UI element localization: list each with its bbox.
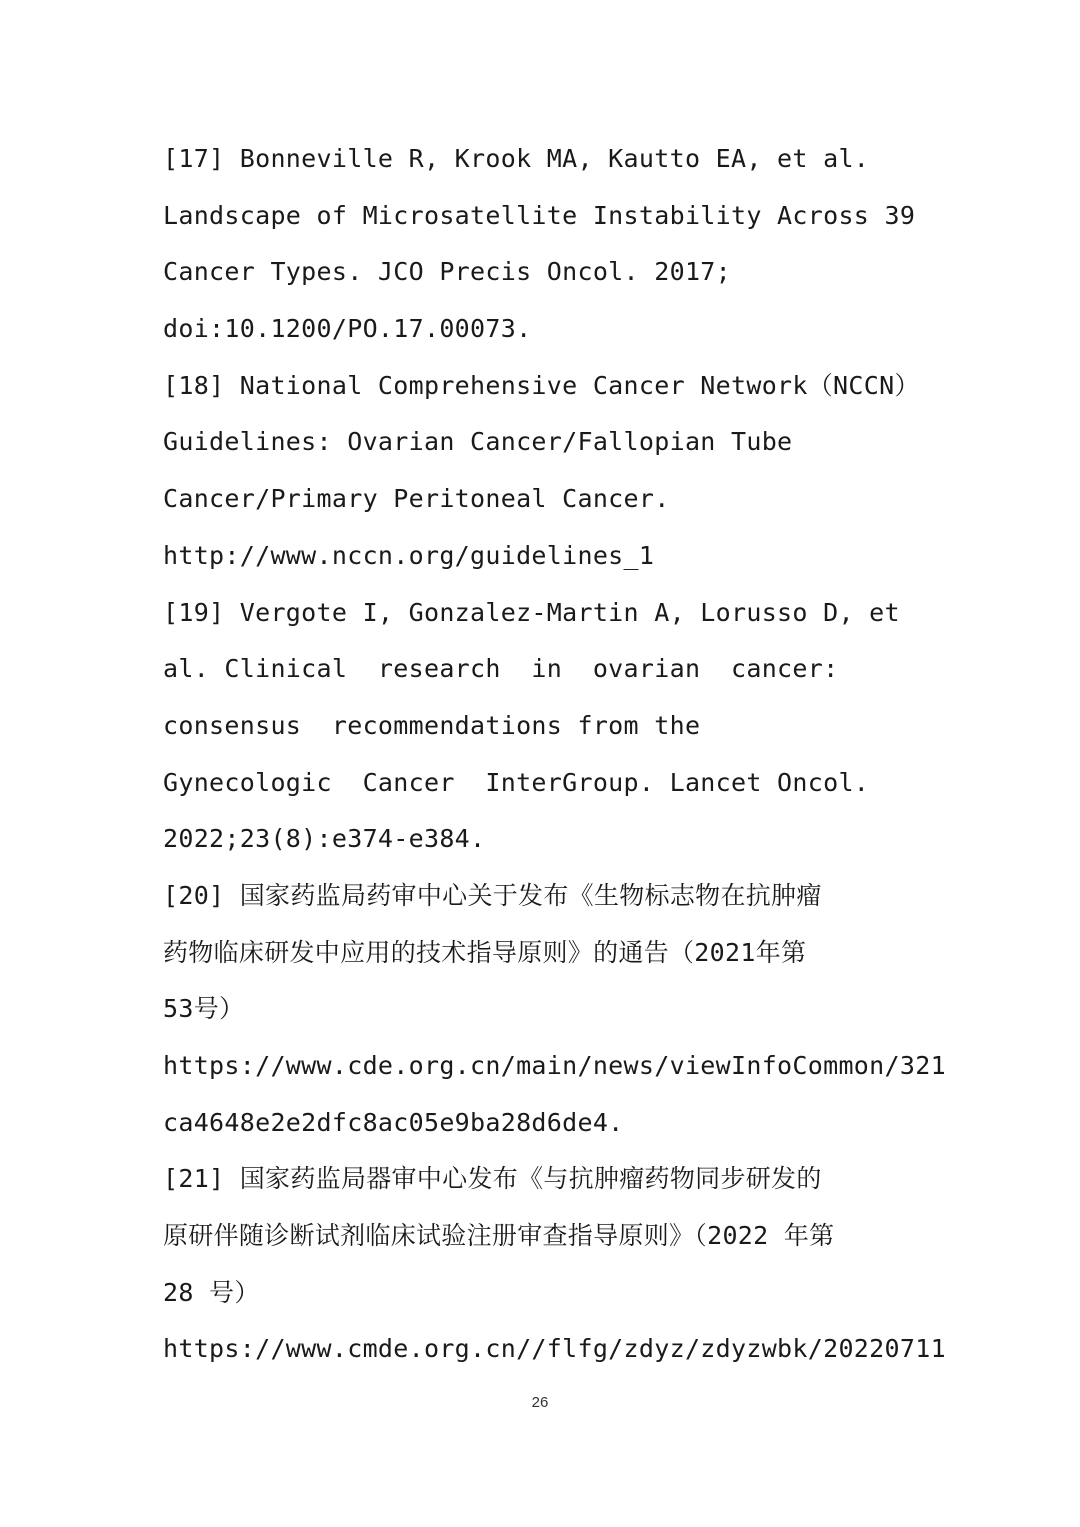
page-number: 26: [531, 1394, 549, 1411]
reference-line: Cancer Types. JCO Precis Oncol. 2017;: [163, 257, 731, 287]
reference-line: al. Clinical research in ovarian cancer:: [163, 654, 839, 684]
reference-line: [19] Vergote I, Gonzalez-Martin A, Lorusso D, et: [163, 597, 900, 627]
reference-line: Gynecologic Cancer InterGroup. Lancet Oncol.: [163, 767, 870, 797]
reference-line: Guidelines: Ovarian Cancer/Fallopian Tube: [163, 427, 793, 457]
reference-line: [21] 国家药监局器审中心发布《与抗肿瘤药物同步研发的: [163, 1164, 822, 1194]
reference-line: Cancer/Primary Peritoneal Cancer.: [163, 484, 670, 514]
reference-line: [18] National Comprehensive Cancer Network（NCCN）: [163, 370, 920, 400]
reference-line: http://www.nccn.org/guidelines_1: [163, 540, 655, 570]
reference-line: 28 号）: [163, 1277, 260, 1307]
reference-line: doi:10.1200/PO.17.00073.: [163, 314, 532, 344]
reference-line: Landscape of Microsatellite Instability Across 39: [163, 200, 916, 230]
reference-line: https://www.cde.org.cn/main/news/viewInfoCommon/321: [163, 1051, 946, 1080]
reference-line: 药物临床研发中应用的技术指导原则》的通告（2021年第: [163, 937, 807, 967]
reference-line: [17] Bonneville R, Krook MA, Kautto EA, et al.: [163, 144, 870, 173]
reference-line: 53号）: [163, 994, 245, 1024]
reference-line: 2022;23(8):e374-e384.: [163, 824, 486, 854]
reference-list: [163, 131, 946, 1378]
reference-line: [20] 国家药监局药审中心关于发布《生物标志物在抗肿瘤: [163, 880, 822, 910]
reference-line: https://www.cmde.org.cn//flfg/zdyz/zdyzwbk/20220711: [163, 1334, 946, 1364]
reference-line: ca4648e2e2dfc8ac05e9ba28d6de4.: [163, 1107, 624, 1137]
reference-line: 原研伴随诊断试剂临床试验注册审查指导原则》（2022 年第: [163, 1221, 835, 1251]
reference-line: consensus recommendations from the: [163, 710, 701, 740]
